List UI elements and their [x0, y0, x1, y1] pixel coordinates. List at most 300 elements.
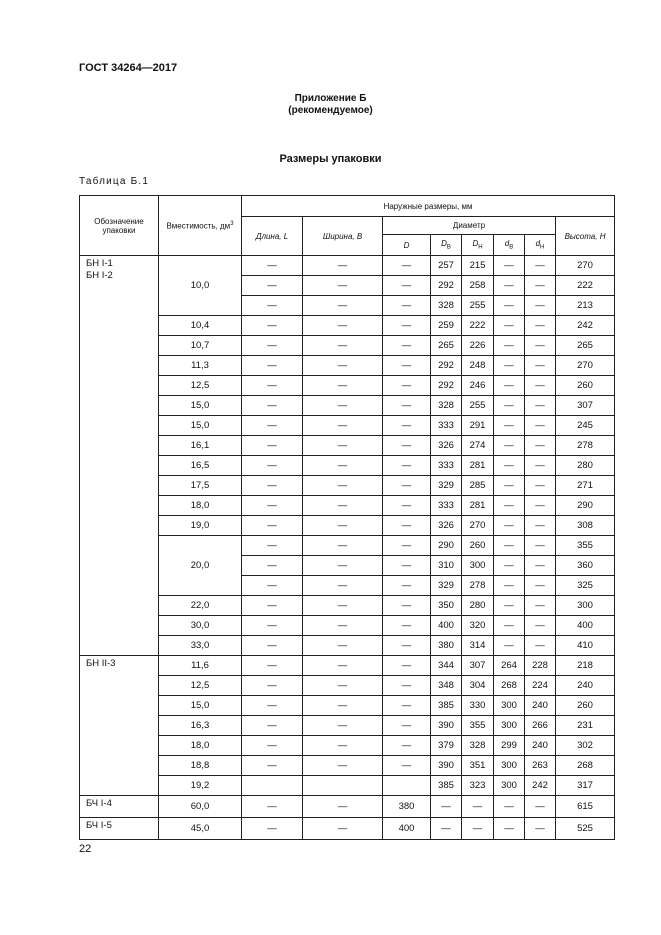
value-cell: —	[383, 516, 431, 536]
value-cell: —	[242, 818, 303, 840]
value-cell: 290	[556, 496, 615, 516]
value-cell: 615	[556, 796, 615, 818]
value-cell: —	[303, 256, 383, 276]
packaging-code: БЧ I-4	[86, 798, 112, 809]
value-cell: —	[525, 316, 556, 336]
value-cell: —	[525, 556, 556, 576]
header-DB: $D_В$	[431, 235, 462, 256]
capacity-cell: 30,0	[159, 616, 242, 636]
table-row	[80, 616, 615, 636]
value-cell: 260	[556, 696, 615, 716]
value-cell: —	[303, 376, 383, 396]
value-cell: —	[525, 796, 556, 818]
value-cell: —	[242, 256, 303, 276]
value-cell: —	[525, 336, 556, 356]
value-cell: —	[494, 476, 525, 496]
value-cell: 320	[462, 616, 494, 636]
capacity-cell: 60,0	[159, 796, 242, 818]
value-cell: 215	[462, 256, 494, 276]
value-cell: —	[525, 356, 556, 376]
value-cell: 300	[494, 776, 525, 796]
value-cell: —	[242, 316, 303, 336]
value-cell: 380	[383, 796, 431, 818]
capacity-cell: 20,0	[159, 536, 242, 596]
capacity-cell: 16,1	[159, 436, 242, 456]
value-cell: 240	[525, 736, 556, 756]
value-cell: —	[383, 336, 431, 356]
value-cell: 525	[556, 818, 615, 840]
capacity-cell: 16,5	[159, 456, 242, 476]
value-cell: —	[383, 316, 431, 336]
value-cell: 278	[556, 436, 615, 456]
capacity-cell: 17,5	[159, 476, 242, 496]
table-row	[80, 716, 615, 736]
value-cell: —	[242, 356, 303, 376]
value-cell: —	[494, 336, 525, 356]
table-row	[80, 656, 615, 676]
value-cell: 224	[525, 676, 556, 696]
value-cell: 292	[431, 276, 462, 296]
table-row	[80, 818, 615, 840]
packaging-code: БН I-1	[86, 258, 113, 269]
header-width: Ширина, B	[303, 217, 383, 256]
value-cell: 360	[556, 556, 615, 576]
value-cell: —	[303, 636, 383, 656]
value-cell: —	[303, 456, 383, 476]
header-capacity: Вместимость, $дм^3$	[159, 196, 242, 256]
value-cell: —	[525, 296, 556, 316]
value-cell: —	[431, 818, 462, 840]
value-cell: 259	[431, 316, 462, 336]
value-cell: —	[494, 276, 525, 296]
value-cell: 264	[494, 656, 525, 676]
value-cell: —	[525, 496, 556, 516]
table-row	[80, 336, 615, 356]
value-cell: 350	[431, 596, 462, 616]
capacity-cell: 19,0	[159, 516, 242, 536]
header-DN: $D_Н$	[462, 235, 494, 256]
value-cell: 300	[494, 716, 525, 736]
value-cell: 285	[462, 476, 494, 496]
header-dB: $d_В$	[494, 235, 525, 256]
value-cell: 325	[556, 576, 615, 596]
packaging-code-cell	[80, 256, 159, 656]
value-cell: —	[303, 796, 383, 818]
value-cell: 300	[494, 696, 525, 716]
value-cell: —	[242, 416, 303, 436]
value-cell: 255	[462, 396, 494, 416]
value-cell: 348	[431, 676, 462, 696]
value-cell: 280	[556, 456, 615, 476]
value-cell: —	[242, 756, 303, 776]
value-cell: 268	[494, 676, 525, 696]
value-cell: —	[242, 676, 303, 696]
capacity-cell: 12,5	[159, 376, 242, 396]
appendix-heading	[0, 93, 661, 117]
value-cell: 226	[462, 336, 494, 356]
value-cell: 328	[431, 296, 462, 316]
value-cell: —	[383, 536, 431, 556]
value-cell: —	[525, 436, 556, 456]
value-cell: —	[494, 496, 525, 516]
value-cell: —	[383, 676, 431, 696]
value-cell: 351	[462, 756, 494, 776]
value-cell: 242	[556, 316, 615, 336]
value-cell: —	[242, 736, 303, 756]
value-cell: 308	[556, 516, 615, 536]
value-cell: 228	[525, 656, 556, 676]
table-row	[80, 756, 615, 776]
packaging-code: БН II-3	[86, 658, 116, 669]
value-cell: —	[242, 556, 303, 576]
table-caption: Таблица Б.1	[79, 176, 150, 187]
table-row	[80, 396, 615, 416]
capacity-cell: 22,0	[159, 596, 242, 616]
value-cell: 255	[462, 296, 494, 316]
value-cell: —	[525, 376, 556, 396]
value-cell: 333	[431, 456, 462, 476]
value-cell	[242, 776, 303, 796]
value-cell: —	[383, 656, 431, 676]
header-height: Высота, H	[556, 217, 615, 256]
value-cell: 317	[556, 776, 615, 796]
value-cell: 314	[462, 636, 494, 656]
value-cell: —	[303, 516, 383, 536]
value-cell: 326	[431, 516, 462, 536]
value-cell: 385	[431, 696, 462, 716]
header-diameter: Диаметр	[383, 217, 556, 235]
value-cell: 380	[431, 636, 462, 656]
value-cell: —	[494, 436, 525, 456]
value-cell: 326	[431, 436, 462, 456]
value-cell: —	[383, 556, 431, 576]
value-cell: 328	[462, 736, 494, 756]
value-cell: —	[431, 796, 462, 818]
value-cell: —	[303, 536, 383, 556]
value-cell: 300	[462, 556, 494, 576]
value-cell: —	[525, 476, 556, 496]
value-cell: —	[494, 576, 525, 596]
value-cell: —	[303, 656, 383, 676]
capacity-cell: 45,0	[159, 818, 242, 840]
value-cell: 329	[431, 576, 462, 596]
value-cell: —	[242, 456, 303, 476]
value-cell: —	[494, 616, 525, 636]
value-cell: —	[494, 796, 525, 818]
value-cell: —	[303, 716, 383, 736]
value-cell: —	[494, 256, 525, 276]
value-cell: —	[242, 656, 303, 676]
value-cell: —	[303, 316, 383, 336]
value-cell: —	[242, 596, 303, 616]
value-cell: 257	[431, 256, 462, 276]
table-row	[80, 496, 615, 516]
value-cell: —	[242, 296, 303, 316]
table-row	[80, 456, 615, 476]
value-cell: —	[242, 516, 303, 536]
value-cell: —	[242, 436, 303, 456]
capacity-cell: 10,0	[159, 256, 242, 316]
capacity-cell: 11,6	[159, 656, 242, 676]
value-cell: —	[494, 316, 525, 336]
value-cell: 265	[556, 336, 615, 356]
value-cell: —	[525, 256, 556, 276]
value-cell: —	[303, 596, 383, 616]
value-cell: —	[525, 576, 556, 596]
table-row	[80, 696, 615, 716]
value-cell: 307	[556, 396, 615, 416]
value-cell: 300	[494, 756, 525, 776]
value-cell: 270	[556, 256, 615, 276]
table-row	[80, 596, 615, 616]
standard-number: ГОСТ 34264—2017	[79, 62, 178, 74]
value-cell: 274	[462, 436, 494, 456]
value-cell: —	[494, 536, 525, 556]
page-number: 22	[79, 843, 92, 855]
table-row	[80, 776, 615, 796]
value-cell: —	[383, 296, 431, 316]
dimensions-table	[79, 195, 615, 840]
value-cell: 292	[431, 376, 462, 396]
capacity-cell: 18,0	[159, 496, 242, 516]
table-row	[80, 256, 615, 276]
value-cell: —	[383, 576, 431, 596]
value-cell: —	[242, 336, 303, 356]
value-cell: —	[525, 636, 556, 656]
value-cell: 213	[556, 296, 615, 316]
packaging-code-cell	[80, 818, 159, 840]
capacity-cell: 15,0	[159, 416, 242, 436]
value-cell: 271	[556, 476, 615, 496]
value-cell: —	[383, 616, 431, 636]
value-cell: —	[383, 496, 431, 516]
value-cell: —	[494, 416, 525, 436]
value-cell: 302	[556, 736, 615, 756]
value-cell	[383, 776, 431, 796]
value-cell: —	[303, 276, 383, 296]
header-length: Длина, L	[242, 217, 303, 256]
header-code: Обозначение упаковки	[80, 196, 159, 256]
value-cell: —	[303, 736, 383, 756]
capacity-cell: 10,7	[159, 336, 242, 356]
value-cell: —	[383, 476, 431, 496]
header-D: D	[383, 235, 431, 256]
value-cell: 266	[525, 716, 556, 736]
value-cell: —	[242, 616, 303, 636]
value-cell: 400	[431, 616, 462, 636]
value-cell: —	[383, 256, 431, 276]
value-cell: 385	[431, 776, 462, 796]
value-cell: 329	[431, 476, 462, 496]
value-cell: 281	[462, 496, 494, 516]
value-cell: —	[303, 496, 383, 516]
value-cell: —	[494, 356, 525, 376]
value-cell: —	[494, 456, 525, 476]
value-cell: 231	[556, 716, 615, 736]
value-cell: 246	[462, 376, 494, 396]
value-cell: —	[383, 636, 431, 656]
value-cell: 270	[462, 516, 494, 536]
value-cell: —	[525, 276, 556, 296]
capacity-cell: 10,4	[159, 316, 242, 336]
table-row	[80, 796, 615, 818]
value-cell: 330	[462, 696, 494, 716]
value-cell: 299	[494, 736, 525, 756]
packaging-code-cell	[80, 656, 159, 796]
value-cell: 410	[556, 636, 615, 656]
value-cell: 278	[462, 576, 494, 596]
value-cell: —	[383, 696, 431, 716]
value-cell: —	[242, 636, 303, 656]
value-cell: 240	[556, 676, 615, 696]
value-cell: 222	[462, 316, 494, 336]
value-cell: —	[525, 616, 556, 636]
value-cell: —	[383, 376, 431, 396]
table-row	[80, 376, 615, 396]
value-cell: 218	[556, 656, 615, 676]
value-cell: —	[242, 696, 303, 716]
header-dN: $d_Н$	[525, 235, 556, 256]
capacity-cell: 11,3	[159, 356, 242, 376]
value-cell: —	[303, 616, 383, 636]
value-cell: 245	[556, 416, 615, 436]
value-cell: 280	[462, 596, 494, 616]
value-cell: —	[303, 416, 383, 436]
capacity-cell: 19,2	[159, 776, 242, 796]
value-cell: —	[303, 436, 383, 456]
value-cell: —	[383, 456, 431, 476]
value-cell: —	[303, 556, 383, 576]
capacity-cell: 16,3	[159, 716, 242, 736]
value-cell: 268	[556, 756, 615, 776]
value-cell: 390	[431, 716, 462, 736]
table-row	[80, 636, 615, 656]
value-cell: 355	[462, 716, 494, 736]
value-cell: —	[303, 476, 383, 496]
value-cell: 307	[462, 656, 494, 676]
value-cell: —	[525, 818, 556, 840]
value-cell: 310	[431, 556, 462, 576]
value-cell: —	[303, 756, 383, 776]
value-cell: —	[242, 376, 303, 396]
value-cell: 333	[431, 496, 462, 516]
value-cell: 344	[431, 656, 462, 676]
value-cell: —	[525, 416, 556, 436]
table-row	[80, 356, 615, 376]
value-cell: —	[383, 276, 431, 296]
table-row	[80, 676, 615, 696]
value-cell: —	[525, 536, 556, 556]
value-cell: —	[242, 496, 303, 516]
value-cell: —	[242, 396, 303, 416]
packaging-code: БН I-2	[86, 270, 113, 281]
value-cell: —	[303, 396, 383, 416]
value-cell: —	[494, 376, 525, 396]
table-row	[80, 436, 615, 456]
capacity-cell: 15,0	[159, 696, 242, 716]
value-cell: 291	[462, 416, 494, 436]
value-cell: 260	[462, 536, 494, 556]
value-cell: 390	[431, 756, 462, 776]
value-cell: —	[242, 576, 303, 596]
value-cell: —	[242, 276, 303, 296]
value-cell: —	[303, 576, 383, 596]
value-cell: —	[383, 356, 431, 376]
value-cell: 333	[431, 416, 462, 436]
table-row	[80, 476, 615, 496]
header-outer-dimensions: Наружные размеры, мм	[242, 196, 615, 217]
value-cell: 400	[383, 818, 431, 840]
value-cell: 258	[462, 276, 494, 296]
capacity-cell: 33,0	[159, 636, 242, 656]
value-cell: —	[242, 716, 303, 736]
value-cell: —	[494, 818, 525, 840]
value-cell: —	[494, 396, 525, 416]
value-cell: 328	[431, 396, 462, 416]
value-cell: 263	[525, 756, 556, 776]
value-cell: —	[303, 336, 383, 356]
value-cell: 290	[431, 536, 462, 556]
capacity-cell: 18,8	[159, 756, 242, 776]
capacity-cell: 12,5	[159, 676, 242, 696]
value-cell: 300	[556, 596, 615, 616]
value-cell: 260	[556, 376, 615, 396]
value-cell	[303, 776, 383, 796]
value-cell: —	[462, 796, 494, 818]
value-cell: —	[383, 596, 431, 616]
value-cell: —	[383, 436, 431, 456]
value-cell: 304	[462, 676, 494, 696]
value-cell: 270	[556, 356, 615, 376]
value-cell: —	[525, 516, 556, 536]
table-row	[80, 416, 615, 436]
value-cell: 355	[556, 536, 615, 556]
value-cell: 379	[431, 736, 462, 756]
table-row	[80, 536, 615, 556]
capacity-cell: 18,0	[159, 736, 242, 756]
value-cell: —	[494, 556, 525, 576]
value-cell: —	[242, 796, 303, 818]
value-cell: 400	[556, 616, 615, 636]
value-cell: —	[303, 676, 383, 696]
value-cell: —	[494, 296, 525, 316]
value-cell: 265	[431, 336, 462, 356]
table-body	[80, 256, 615, 840]
value-cell: —	[303, 696, 383, 716]
value-cell: —	[494, 516, 525, 536]
packaging-code: БЧ I-5	[86, 820, 112, 831]
value-cell: —	[242, 536, 303, 556]
table-row	[80, 516, 615, 536]
value-cell: 242	[525, 776, 556, 796]
value-cell: —	[303, 356, 383, 376]
value-cell: 222	[556, 276, 615, 296]
value-cell: —	[462, 818, 494, 840]
value-cell: —	[242, 476, 303, 496]
value-cell: —	[525, 456, 556, 476]
value-cell: —	[525, 596, 556, 616]
table-row	[80, 736, 615, 756]
capacity-cell: 15,0	[159, 396, 242, 416]
value-cell: —	[494, 636, 525, 656]
value-cell: 281	[462, 456, 494, 476]
value-cell: 248	[462, 356, 494, 376]
value-cell: —	[525, 396, 556, 416]
value-cell: 240	[525, 696, 556, 716]
value-cell: 323	[462, 776, 494, 796]
value-cell: —	[383, 396, 431, 416]
appendix-title: Приложение Б	[294, 93, 367, 104]
